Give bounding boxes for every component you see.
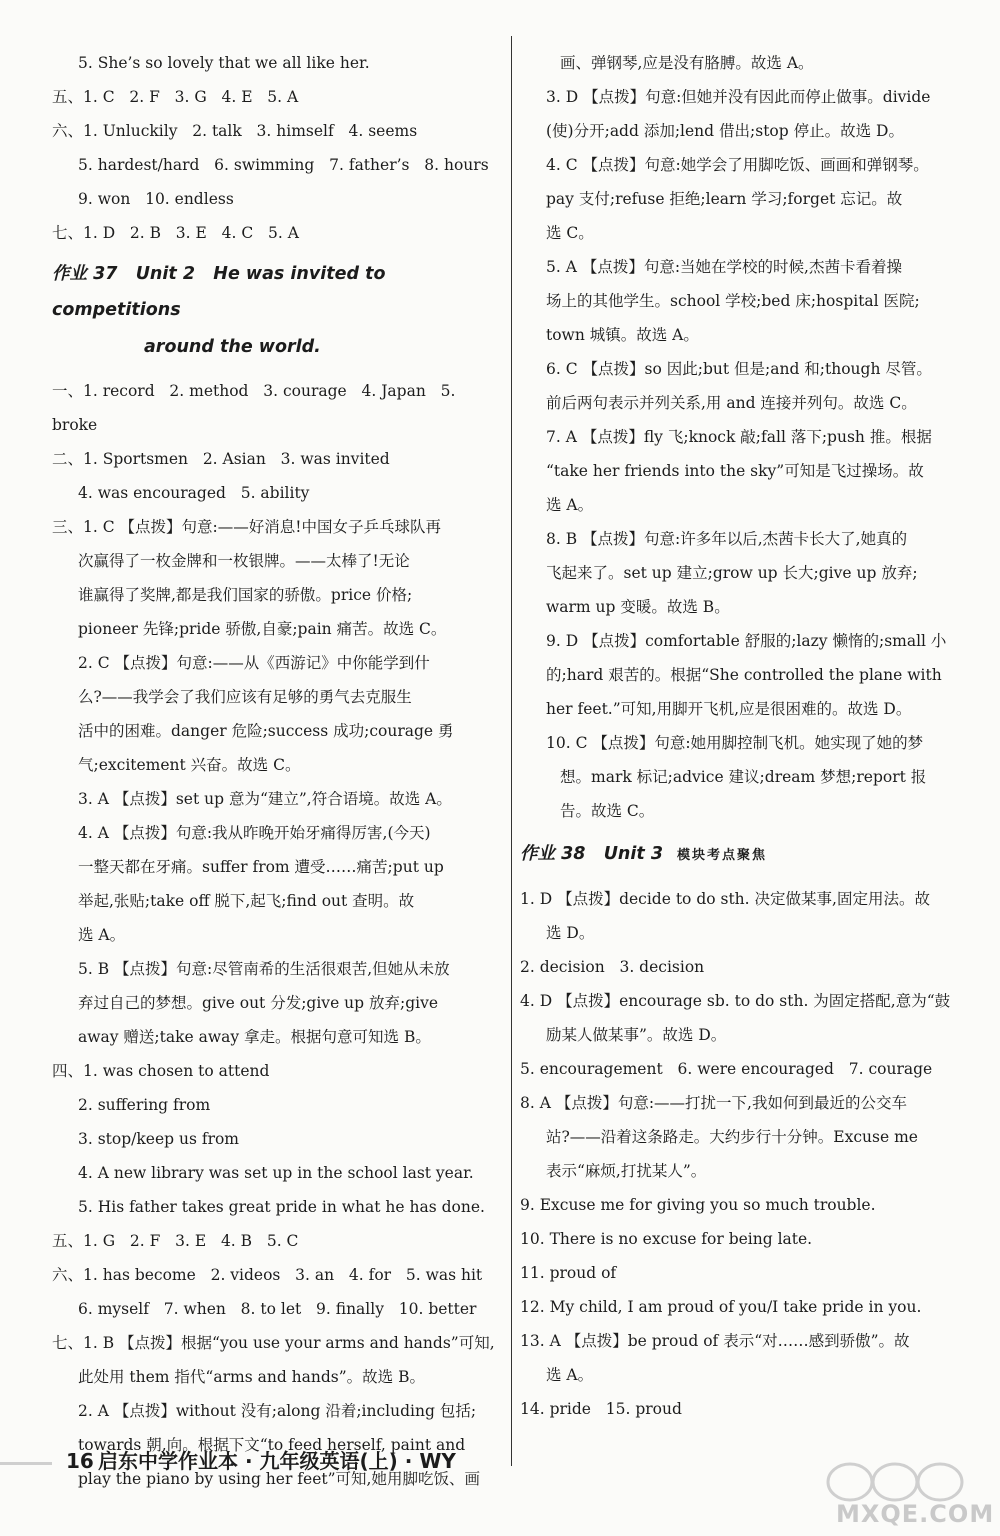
answer-line (520, 1154, 968, 1188)
answer-line (52, 46, 502, 80)
line-text: 12. My child, I am proud of you/I take pride in you. (520, 1298, 922, 1316)
answer-line (52, 544, 502, 578)
line-text: 9. won 10. endless (78, 190, 234, 208)
line-text: 谁赢得了奖牌,都是我们国家的骄傲。price 价格; (78, 586, 413, 604)
answer-line (520, 284, 968, 318)
answer-line (52, 986, 502, 1020)
answer-line (52, 952, 502, 986)
line-text: (使)分开;add 添加;lend 借出;stop 停止。故选 D。 (546, 122, 904, 140)
answer-line (520, 46, 968, 80)
line-text: 六、1. has become 2. videos 3. an 4. for 5. was hit (52, 1266, 483, 1284)
line-text: 飞起来了。set up 建立;grow up 长大;give up 放弃; (546, 564, 918, 582)
answer-line (52, 1292, 502, 1326)
line-text: her feet.”可知,用脚开飞机,应是很困难的。故选 D。 (546, 700, 912, 718)
answer-line (52, 510, 502, 544)
line-text: 2. suffering from (78, 1096, 211, 1114)
line-text: 七、1. B 【点拨】根据“you use your arms and hands”可知, (52, 1334, 495, 1352)
line-text: 此处用 them 指代“arms and hands”。故选 B。 (78, 1368, 425, 1386)
line-text: 14. pride 15. proud (520, 1400, 682, 1418)
answer-line (520, 1324, 968, 1358)
section-heading (520, 836, 968, 874)
line-text: 表示“麻烦,打扰某人”。 (546, 1162, 707, 1180)
answer-line (520, 454, 968, 488)
line-text: 9. D 【点拨】comfortable 舒服的;lazy 懒惰的;small 小 (546, 632, 947, 650)
line-text: 作业 38 Unit 3 (520, 844, 664, 864)
answer-line (52, 216, 502, 250)
answer-line (520, 318, 968, 352)
answer-line (520, 1392, 968, 1426)
line-text: 站?——沿着这条路走。大约步行十分钟。Excuse me (546, 1128, 918, 1146)
line-text: play the piano by using her feet”可知,她用脚吃饭、画 (78, 1470, 480, 1488)
line-text: 5. encouragement 6. were encouraged 7. courage (520, 1060, 933, 1078)
line-text: 3. A 【点拨】set up 意为“建立”,符合语境。故选 A。 (78, 790, 452, 808)
line-text: 8. A 【点拨】句意:——打扰一下,我如何到最近的公交车 (520, 1094, 907, 1112)
line-text: 选 A。 (546, 1366, 594, 1384)
line-text: 2. decision 3. decision (520, 958, 705, 976)
answer-line (520, 916, 968, 950)
line-text: 五、1. G 2. F 3. E 4. B 5. C (52, 1232, 299, 1250)
answer-line (520, 1188, 968, 1222)
answer-line (52, 476, 502, 510)
line-text: warm up 变暖。故选 B。 (546, 598, 730, 616)
answer-line (520, 1256, 968, 1290)
line-text: 2. A 【点拨】without 没有;along 沿着;including 包括; (78, 1402, 477, 1420)
line-text: 4. C 【点拨】句意:她学会了用脚吃饭、画画和弹钢琴。 (546, 156, 929, 174)
answer-line (52, 612, 502, 646)
answer-line (52, 918, 502, 952)
answer-line (520, 760, 968, 794)
line-text: 6. C 【点拨】so 因此;but 但是;and 和;though 尽管。 (546, 360, 932, 378)
answer-line (520, 556, 968, 590)
answer-line (520, 984, 968, 1018)
line-text: 4. was encouraged 5. ability (78, 484, 310, 502)
answer-line (52, 578, 502, 612)
left-column (52, 46, 502, 1496)
answer-line (520, 692, 968, 726)
answer-line (520, 420, 968, 454)
line-text: 次赢得了一枚金牌和一枚银牌。——太棒了!无论 (78, 552, 410, 570)
answer-line (520, 148, 968, 182)
line-text: 8. B 【点拨】句意:许多年以后,杰茜卡长大了,她真的 (546, 530, 908, 548)
line-text: 3. stop/keep us from (78, 1130, 240, 1148)
line-text: 1. D 【点拨】decide to do sth. 决定做某事,固定用法。故 (520, 890, 930, 908)
answer-line (52, 748, 502, 782)
section-heading (52, 256, 502, 328)
answer-line (52, 782, 502, 816)
answer-line (52, 1326, 502, 1360)
answer-line (52, 80, 502, 114)
right-column (520, 46, 968, 1426)
line-text: 6. myself 7. when 8. to let 9. finally 10. better (78, 1300, 477, 1318)
line-text: 4. D 【点拨】encourage sb. to do sth. 为固定搭配,意为“鼓 (520, 992, 951, 1010)
line-text: 的;hard 艰苦的。根据“She controlled the plane with (546, 666, 942, 684)
footer-rule (0, 1462, 52, 1465)
line-text: 7. A 【点拨】fly 飞;knock 敲;fall 落下;push 推。根据 (546, 428, 932, 446)
answer-line (520, 522, 968, 556)
line-text: 2. C 【点拨】句意:——从《西游记》中你能学到什 (78, 654, 430, 672)
line-text: 一、1. record 2. method 3. courage 4. Japan 5. broke (52, 382, 461, 434)
answer-line (52, 714, 502, 748)
line-text: “take her friends into the sky”可知是飞过操场。故 (546, 462, 924, 480)
answer-line (52, 646, 502, 680)
answer-line (520, 1290, 968, 1324)
line-text: 4. A 【点拨】句意:我从昨晚开始牙痛得厉害,(今天) (78, 824, 431, 842)
answer-line (520, 182, 968, 216)
answer-line (520, 726, 968, 760)
answer-line (520, 1052, 968, 1086)
line-text: 13. A 【点拨】be proud of 表示“对……感到骄傲”。故 (520, 1332, 910, 1350)
answer-line (520, 488, 968, 522)
line-text: around the world. (144, 337, 321, 357)
line-text: 3. D 【点拨】句意:但她并没有因此而停止做事。divide (546, 88, 931, 106)
answer-line (52, 884, 502, 918)
line-text: 选 D。 (546, 924, 595, 942)
line-text: 告。故选 C。 (560, 802, 655, 820)
answer-line (52, 1156, 502, 1190)
answer-line (52, 374, 502, 442)
answer-line (52, 1020, 502, 1054)
answer-line (520, 80, 968, 114)
answer-line (52, 182, 502, 216)
line-text: 9. Excuse me for giving you so much trouble. (520, 1196, 876, 1214)
answer-line (520, 1120, 968, 1154)
line-text: 四、1. was chosen to attend (52, 1062, 270, 1080)
line-text: 4. A new library was set up in the school last year. (78, 1164, 474, 1182)
line-text: pay 支付;refuse 拒绝;learn 学习;forget 忘记。故 (546, 190, 903, 208)
answer-line (52, 1088, 502, 1122)
answer-line (52, 1360, 502, 1394)
footer-title: 启东中学作业本 · 九年级英语(上) · WY (98, 1449, 456, 1473)
line-text: 六、1. Unluckily 2. talk 3. himself 4. seems (52, 122, 418, 140)
answer-line (52, 1258, 502, 1292)
section-subtitle: 模块考点聚焦 (677, 848, 768, 863)
answer-line (52, 816, 502, 850)
answer-line (52, 1224, 502, 1258)
line-text: town 城镇。故选 A。 (546, 326, 699, 344)
answer-line (520, 1018, 968, 1052)
line-text: 场上的其他学生。school 学校;bed 床;hospital 医院; (546, 292, 920, 310)
answer-line (520, 624, 968, 658)
answer-line (520, 216, 968, 250)
line-text: 二、1. Sportsmen 2. Asian 3. was invited (52, 450, 390, 468)
line-text: 10. C 【点拨】句意:她用脚控制飞机。她实现了她的梦 (546, 734, 924, 752)
line-text: 一整天都在牙痛。suffer from 遭受……痛苦;put up (78, 858, 444, 876)
line-text: 活中的困难。danger 危险;success 成功;courage 勇 (78, 722, 454, 740)
line-text: 气;excitement 兴奋。故选 C。 (78, 756, 301, 774)
answer-line (52, 442, 502, 476)
line-text: 前后两句表示并列关系,用 and 连接并列句。故选 C。 (546, 394, 917, 412)
answer-line (520, 1222, 968, 1256)
line-text: 么?——我学会了我们应该有足够的勇气去克服生 (78, 688, 412, 706)
line-text: 5. A 【点拨】句意:当她在学校的时候,杰茜卡看着操 (546, 258, 902, 276)
answer-line (520, 882, 968, 916)
answer-line (520, 114, 968, 148)
answer-line (52, 1394, 502, 1428)
answer-line (520, 352, 968, 386)
line-text: 5. B 【点拨】句意:尽管南希的生活很艰苦,但她从未放 (78, 960, 450, 978)
answer-line (52, 850, 502, 884)
section-heading (52, 328, 502, 366)
answer-line (520, 1358, 968, 1392)
line-text: 作业 37 Unit 2 He was invited to competitions (52, 264, 392, 320)
line-text: towards 朝,向。根据下文“to feed herself, paint and (78, 1436, 466, 1454)
line-text: 画、弹钢琴,应是没有胳膊。故选 A。 (560, 54, 814, 72)
line-text: 5. hardest/hard 6. swimming 7. father’s 8. hours (78, 156, 489, 174)
answer-line (520, 250, 968, 284)
line-text: 10. There is no excuse for being late. (520, 1230, 813, 1248)
answer-line (520, 950, 968, 984)
line-text: away 赠送;take away 拿走。根据句意可知选 B。 (78, 1028, 431, 1046)
line-text: 选 A。 (546, 496, 594, 514)
watermark-text: MXQE.COM (836, 1500, 995, 1528)
line-text: 五、1. C 2. F 3. G 4. E 5. A (52, 88, 299, 106)
answer-line (520, 386, 968, 420)
line-text: 七、1. D 2. B 3. E 4. C 5. A (52, 224, 299, 242)
answer-line (52, 148, 502, 182)
answer-line (52, 1122, 502, 1156)
line-text: 励某人做某事”。故选 D。 (546, 1026, 727, 1044)
answer-line (520, 658, 968, 692)
answer-line (52, 680, 502, 714)
answer-line (52, 114, 502, 148)
answer-line (520, 1086, 968, 1120)
line-text: 弃过自己的梦想。give out 分发;give up 放弃;give (78, 994, 439, 1012)
line-text: 选 C。 (546, 224, 594, 242)
answer-line (52, 1054, 502, 1088)
line-text: pioneer 先锋;pride 骄傲,自豪;pain 痛苦。故选 C。 (78, 620, 447, 638)
line-text: 选 A。 (78, 926, 126, 944)
line-text: 三、1. C 【点拨】句意:——好消息!中国女子乒乓球队再 (52, 518, 441, 536)
column-divider (511, 36, 512, 1466)
line-text: 11. proud of (520, 1264, 617, 1282)
line-text: 5. She’s so lovely that we all like her. (78, 54, 370, 72)
answer-line (52, 1190, 502, 1224)
page-number: 16 (66, 1449, 94, 1473)
answer-line (520, 590, 968, 624)
line-text: 想。mark 标记;advice 建议;dream 梦想;report 报 (560, 768, 927, 786)
line-text: 举起,张贴;take off 脱下,起飞;find out 查明。故 (78, 892, 415, 910)
answer-line (520, 794, 968, 828)
line-text: 5. His father takes great pride in what he has done. (78, 1198, 485, 1216)
